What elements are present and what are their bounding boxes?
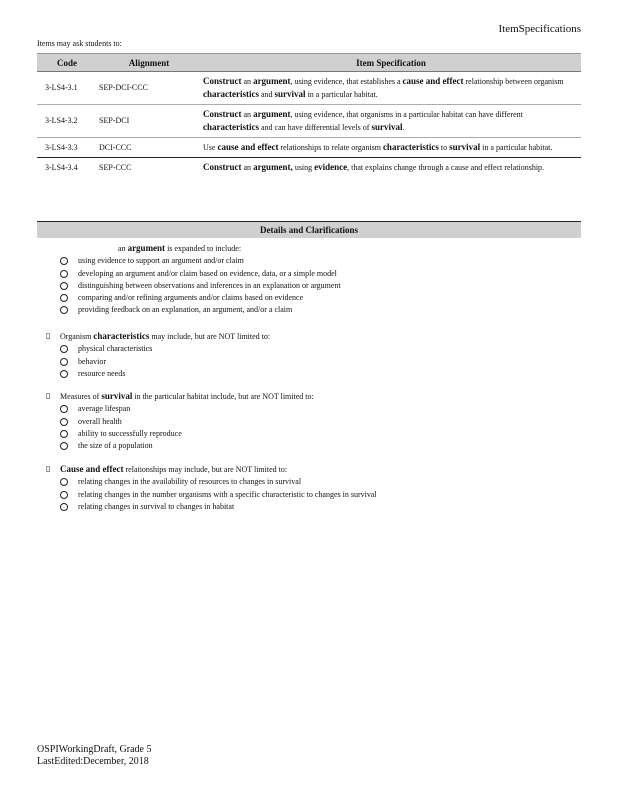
bold-term: survival [274, 89, 306, 99]
list-item-text: physical characteristics [78, 344, 153, 354]
intro-text: Items may ask students to: [37, 39, 122, 48]
text-run: may include, but are NOT limited to: [149, 332, 271, 341]
text-run: , that explains change through a cause and effect relationship. [347, 163, 545, 172]
bold-term: Construct [203, 76, 242, 86]
list-item [46, 403, 314, 415]
list-item-text: relating changes in the availability of resources to changes in survival [78, 477, 302, 487]
intro-text [118, 242, 241, 255]
table-row [37, 72, 581, 105]
row-alignment: SEP-DCI-CCC [97, 72, 201, 105]
text-run: an [241, 163, 254, 172]
bold-term: argument, [253, 162, 293, 172]
list-item-text: comparing and/or refining arguments and/or claims based on evidence [78, 293, 304, 303]
bold-term: survival [449, 142, 481, 152]
spec-table [37, 53, 581, 177]
text-run: an [241, 110, 254, 119]
list-item [46, 343, 270, 355]
list-item-text: using evidence to support an argument and/or claim [78, 256, 244, 266]
section-intro [46, 390, 314, 403]
bold-term: argument [127, 243, 166, 253]
section-intro [46, 330, 270, 343]
section-intro [46, 242, 341, 255]
intro-text [60, 390, 314, 403]
circle-bullet-icon [60, 478, 68, 486]
circle-bullet-icon [60, 503, 68, 511]
section-intro [46, 463, 377, 476]
circle-bullet-icon [60, 405, 68, 413]
bold-term: argument [253, 109, 291, 119]
list-item [46, 489, 377, 501]
footer [37, 744, 151, 768]
text-run: , using evidence, that establishes a [290, 77, 403, 86]
bold-term: cause and effect [217, 142, 279, 152]
section-cause-effect [46, 463, 377, 513]
circle-bullet-icon [60, 345, 68, 353]
list-item [46, 268, 341, 280]
circle-bullet-icon [60, 358, 68, 366]
list-item-text: developing an argument and/or claim based on evidence, data, or a simple model [78, 268, 337, 278]
list-item [46, 368, 270, 380]
bold-term: Construct [203, 162, 242, 172]
circle-bullet-icon [60, 442, 68, 450]
list-item-text: the size of a population [78, 441, 153, 451]
row-spec [201, 72, 581, 105]
list-item-text: overall health [78, 416, 122, 426]
intro-text [60, 330, 270, 343]
text-run: Measures of [60, 392, 102, 401]
text-run: is expanded to include: [165, 244, 242, 253]
row-code: 3-LS4-3.2 [37, 105, 97, 138]
list-item-text: distinguishing between observations and inferences in an explanation or argument [78, 280, 341, 290]
circle-bullet-icon [60, 418, 68, 426]
list-item [46, 440, 314, 452]
header-title: ItemSpecifications [498, 23, 581, 35]
list-item-text: relating changes in the number organisms with a specific characteristic to changes in survival [78, 489, 377, 499]
row-spec [201, 158, 581, 178]
text-run: in a particular habitat. [305, 90, 378, 99]
footer-line-1: OSPIWorkingDraft, Grade 5 [37, 744, 152, 755]
list-item-text: resource needs [78, 368, 126, 378]
text-run: to [438, 143, 450, 152]
row-alignment: SEP-DCI [97, 105, 201, 138]
text-run: relationships may include, but are NOT limited to: [123, 465, 288, 474]
circle-bullet-icon [60, 430, 68, 438]
circle-bullet-icon [60, 491, 68, 499]
list-item-text: behavior [78, 356, 106, 366]
list-item [46, 501, 377, 513]
bold-term: Cause and effect [60, 464, 124, 474]
bold-term: Construct [203, 109, 242, 119]
row-spec [201, 138, 581, 158]
table-row [37, 158, 581, 178]
list-item [46, 356, 270, 368]
bold-term: survival [371, 122, 403, 132]
row-code: 3-LS4-3.1 [37, 72, 97, 105]
bold-term: survival [101, 391, 133, 401]
table-row [37, 138, 581, 158]
text-run: , using evidence, that organisms in a particular habitat can have different [290, 110, 523, 119]
row-alignment: SEP-CCC [97, 158, 201, 178]
row-code: 3-LS4-3.3 [37, 138, 97, 158]
list-item [46, 292, 341, 304]
circle-bullet-icon [60, 294, 68, 302]
row-spec [201, 105, 581, 138]
bold-term: characteristics [203, 122, 259, 132]
section-survival [46, 390, 314, 452]
list-item-text: average lifespan [78, 404, 131, 414]
section-argument [46, 242, 341, 317]
circle-bullet-icon [60, 306, 68, 314]
text-run: in a particular habitat. [480, 143, 553, 152]
bold-term: evidence [314, 162, 348, 172]
text-run: relationships to relate organism [278, 143, 383, 152]
list-item [46, 416, 314, 428]
text-run: an [118, 244, 128, 253]
text-run: using [292, 163, 315, 172]
list-item [46, 476, 377, 488]
col-alignment: Alignment [97, 54, 201, 72]
bold-term: characteristics [93, 331, 150, 341]
col-spec: Item Specification [201, 54, 581, 72]
bold-term: cause and effect [402, 76, 464, 86]
bullet-icon: ▯ [46, 331, 51, 340]
text-run: relationship between organism [463, 77, 564, 86]
list-item-text: ability to successfully reproduce [78, 428, 182, 438]
list-item [46, 255, 341, 267]
text-run: an [241, 77, 254, 86]
text-run: Organism [60, 332, 94, 341]
intro-text [60, 463, 287, 476]
list-item [46, 304, 341, 316]
list-item [46, 280, 341, 292]
text-run: and [258, 90, 275, 99]
circle-bullet-icon [60, 270, 68, 278]
row-alignment: DCI-CCC [97, 138, 201, 158]
text-run: . [402, 123, 405, 132]
list-item [46, 428, 314, 440]
text-run: Use [203, 143, 218, 152]
table-header-row [37, 54, 581, 72]
bold-term: argument [253, 76, 291, 86]
details-heading: Details and Clarifications [37, 221, 581, 238]
circle-bullet-icon [60, 370, 68, 378]
section-characteristics [46, 330, 270, 380]
footer-line-2: LastEdited:December, 2018 [37, 756, 149, 767]
bold-term: characteristics [203, 89, 259, 99]
col-code: Code [37, 54, 97, 72]
list-item-text: relating changes in survival to changes in habitat [78, 501, 235, 511]
bullet-icon: ▯ [46, 391, 51, 400]
bullet-icon: ▯ [46, 464, 51, 473]
text-run: and can have differential levels of [258, 123, 372, 132]
table-row [37, 105, 581, 138]
text-run: in the particular habitat include, but are NOT limited to: [132, 392, 314, 401]
circle-bullet-icon [60, 282, 68, 290]
circle-bullet-icon [60, 257, 68, 265]
bold-term: characteristics [382, 142, 439, 152]
list-item-text: providing feedback on an explanation, an argument, and/or a claim [78, 305, 293, 315]
row-code: 3-LS4-3.4 [37, 158, 97, 178]
